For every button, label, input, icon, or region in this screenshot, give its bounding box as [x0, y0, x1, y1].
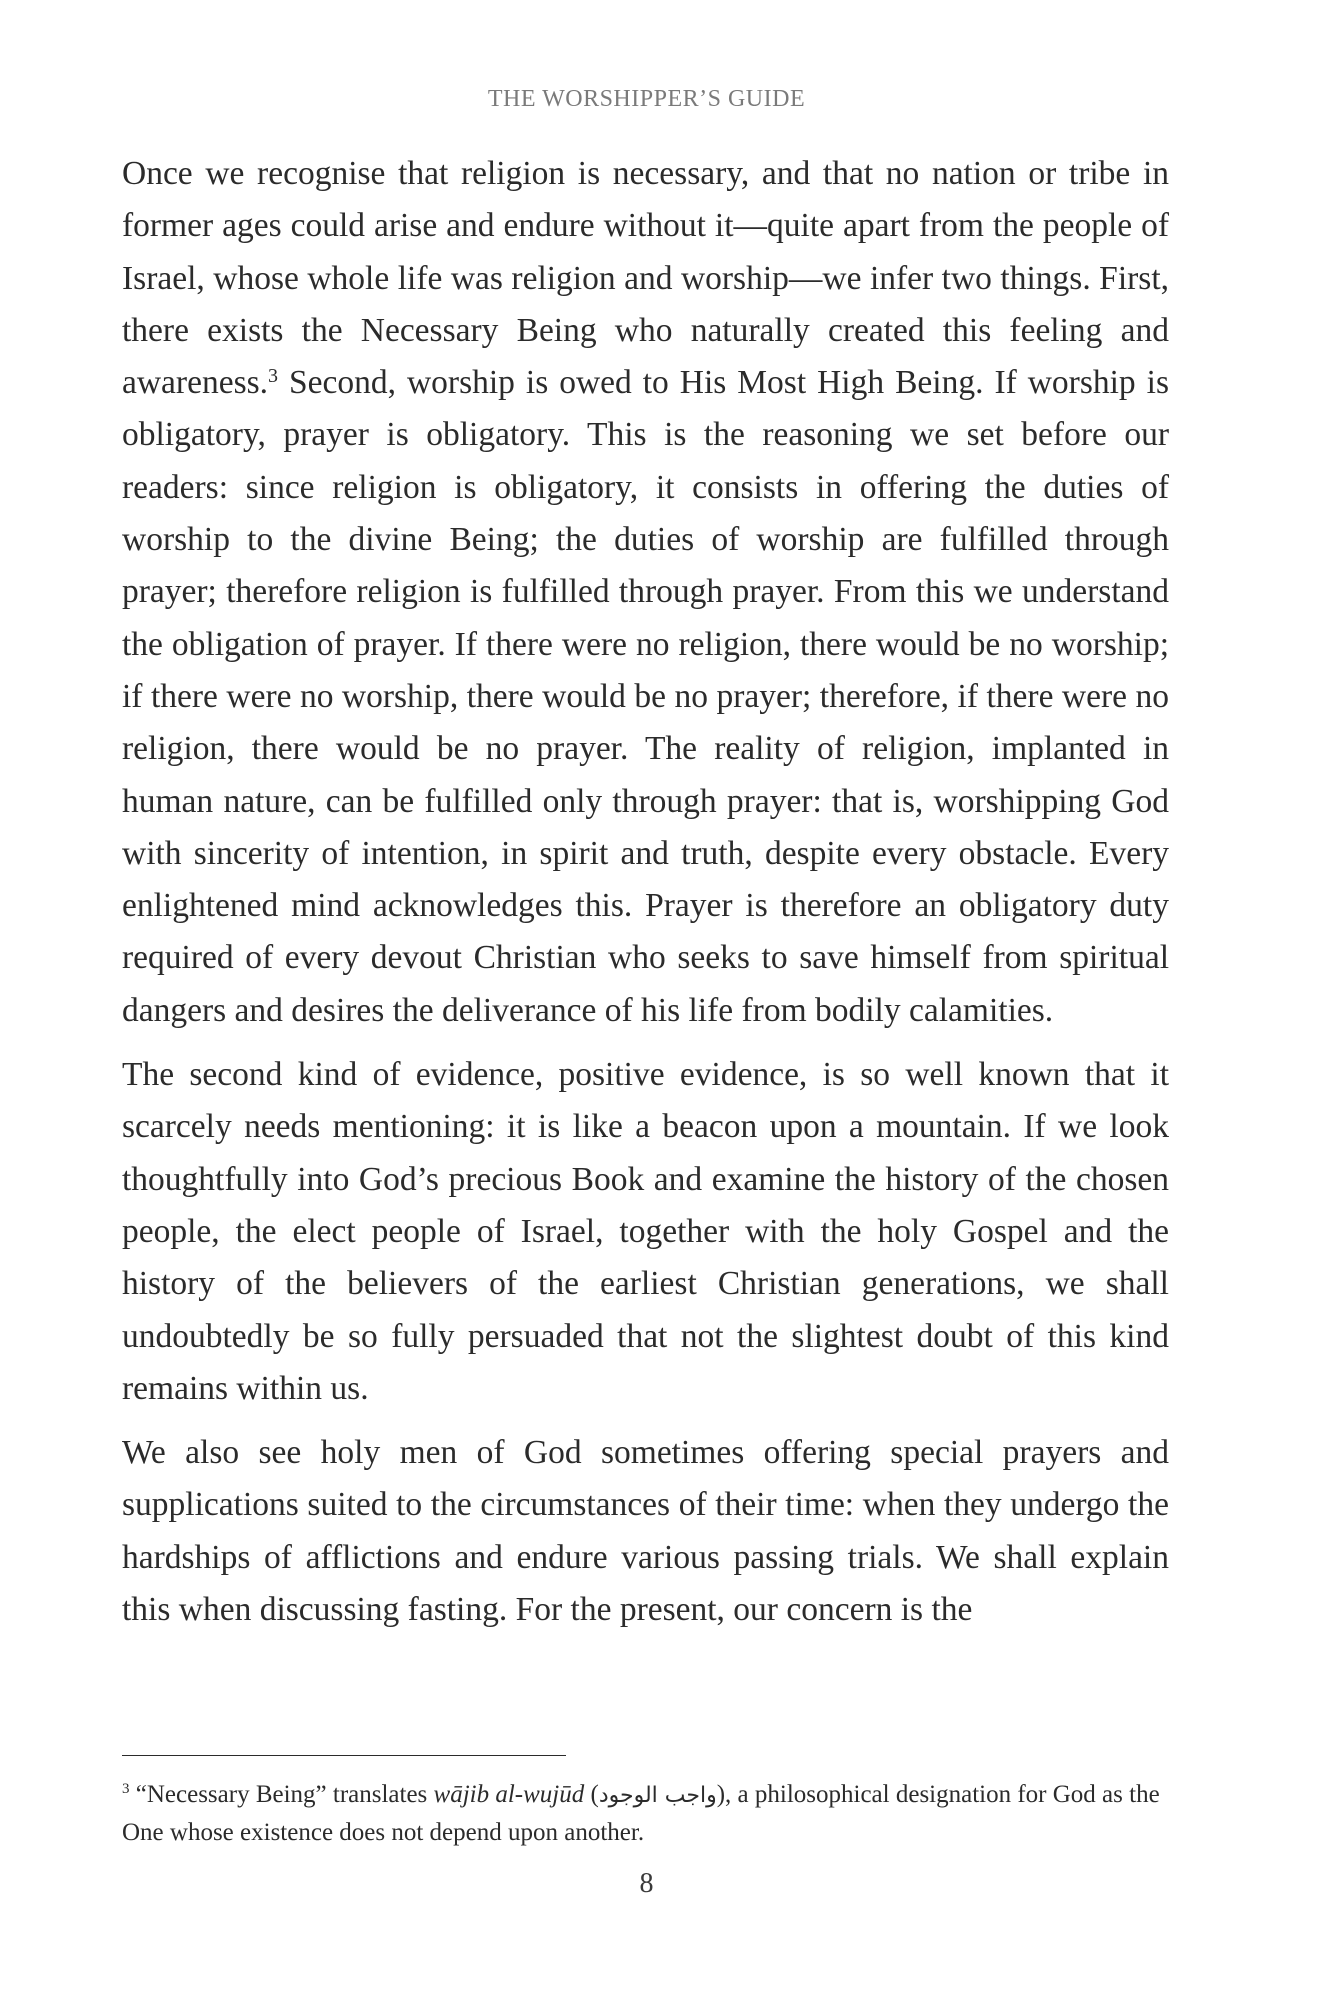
- paragraph-1: [122, 148, 1169, 1037]
- main-text: [122, 148, 1169, 1648]
- footnote-open-paren: (: [584, 1781, 599, 1808]
- footnote-divider: [122, 1755, 566, 1756]
- page-number: 8: [639, 1868, 654, 1899]
- footnote-text-a: “Necessary Being” translates: [129, 1781, 434, 1808]
- paragraph-2: The second kind of evidence, positive evidence, is so well known that it scarcely needs mentioning: it is like a beacon upon a mountain. If we look thoughtfully into God’s precious Book and examine the history of the chosen people, the elect people of Israel, together with the holy Gospel and the history of the believers of the earliest Christian generations, we shall undoubtedly be so fully persuaded that not the slightest doubt of this kind remains within us.: [122, 1056, 1169, 1407]
- footnote-transliteration: wājib al-wujūd: [433, 1781, 585, 1808]
- paragraph-1-text-a: Once we recognise that religion is necessary, and that no nation or tribe in former ages could arise and endure without it—quite apart from the people of Israel, whose whole life was religion and worship—we infer two things. First, there exists the Necessary Being who naturally created this feeling and awareness.: [122, 155, 1169, 402]
- running-head: THE WORSHIPPER’S GUIDE: [487, 86, 806, 112]
- footnote: [122, 1776, 1169, 1851]
- footnote-arabic-term: واجب الوجود: [598, 1783, 717, 1808]
- footnote-reference[interactable]: 3: [268, 365, 279, 388]
- footnote-text-b: ), a philosophical designation for God as the One whose existence does not depend upon another.: [122, 1781, 1160, 1846]
- paragraph-1-text-b: Second, worship is owed to His Most High Being. If worship is obligatory, prayer is obligatory. This is the reasoning we set before our readers: since religion is obligatory, it consists in offering the duties of worship to the divine Being; the duties of worship are fulfilled through prayer; therefore religion is fulfilled through prayer. From this we understand the obligation of prayer. If there were no religion, there would be no worship; if there were no worship, there would be no prayer; therefore, if there were no religion, there would be no prayer. The reality of religion, implanted in human nature, can be fulfilled only through prayer: that is, worshipping God with sincerity of intention, in spirit and truth, despite every obstacle. Every enlightened mind acknowledges this. Prayer is therefore an obligatory duty required of every devout Christian who seeks to save himself from spiritual dangers and desires the deliverance of his life from bodily calamities.: [122, 364, 1169, 1029]
- footnote-number: 3: [122, 1781, 130, 1797]
- paragraph-3: We also see holy men of God sometimes offering special prayers and supplications suited to the circumstances of their time: when they undergo the hardships of afflictions and endure various passing trials. We shall explain this when discussing fasting. For the present, our concern is the: [122, 1434, 1169, 1629]
